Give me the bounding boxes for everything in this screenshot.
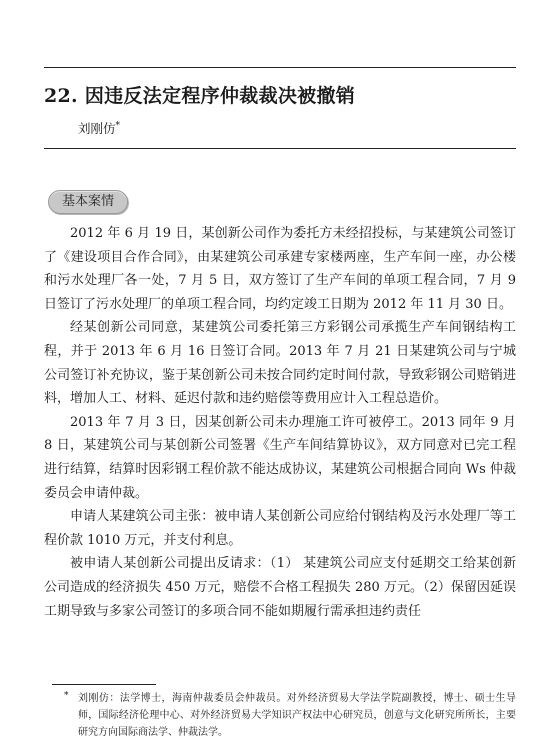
author-line — [78, 119, 120, 137]
title-bottom-rule — [44, 148, 516, 149]
footnote-rule — [52, 684, 156, 685]
footnote-mark: * — [64, 691, 69, 701]
section-label-basic-facts: 基本案情 — [48, 190, 128, 214]
paragraph-3: 2013 年 7 月 3 日，因某创新公司未办理施工许可被停工。2013 同年 9 月 8 日，某建筑公司与某创新公司签署《生产车间结算协议》，双方同意对已完工程进行结算，结算时因彩钢工程价款不能达成协议，某建筑公司根据合同向 Ws 仲裁委员会申请仲裁。 — [44, 414, 516, 501]
paragraph-5: 被申请人某创新公司提出反请求：（1） 某建筑公司应支付延期交工给某创新公司造成的经济损失 450 万元，赔偿不合格工程损失 280 万元。（2）保留因延误工期导致与多家公司签订的多项合同不能如期履行需承担违约责任 — [44, 556, 516, 619]
title-top-rule — [44, 67, 516, 68]
author-footnote-mark: * — [115, 120, 121, 131]
paragraph-1: 2012 年 6 月 19 日，某创新公司作为委托方未经招投标，与某建筑公司签订了《建设项目合作合同》，由某建筑公司承建专家楼两座，生产车间一座，办公楼和污水处理厂各一处，7 月 5 日，双方签订了生产车间的单项工程合同，7 月 9 日签订了污水处理厂的单项工程合同，均约定竣工日期为 2012 年 11 月 30 日。 — [44, 226, 516, 312]
footnote-text: 刘刚仿：法学博士，海南仲裁委员会仲裁员。对外经济贸易大学法学院副教授，博士、硕士生导师，国际经济伦理中心、对外经济贸易大学知识产权法中心研究员，创意与文化研究所所长，主要研究方向国际商法学、仲裁法学。 — [78, 693, 516, 738]
author-name: 刘刚仿 — [78, 121, 116, 136]
body-text — [44, 222, 516, 623]
paragraph-4: 申请人某建筑公司主张：被申请人某创新公司应给付钢结构及污水处理厂等工程价款 1010 万元，并支付利息。 — [44, 509, 516, 548]
article-title: 22. 因违反法定程序仲裁裁决被撤销 — [44, 85, 356, 107]
paragraph-2: 经某创新公司同意，某建筑公司委托第三方彩钢公司承揽生产车间钢结构工程，并于 2013 年 6 月 16 日签订合同。2013 年 7 月 21 日某建筑公司与宁城公司签订补充协议，鉴于某创新公司未按合同约定时间付款，导致彩钢公司赔销进料，增加人工、材料、延迟付款和违约赔偿等费用应计入工程总造价。 — [44, 320, 516, 407]
